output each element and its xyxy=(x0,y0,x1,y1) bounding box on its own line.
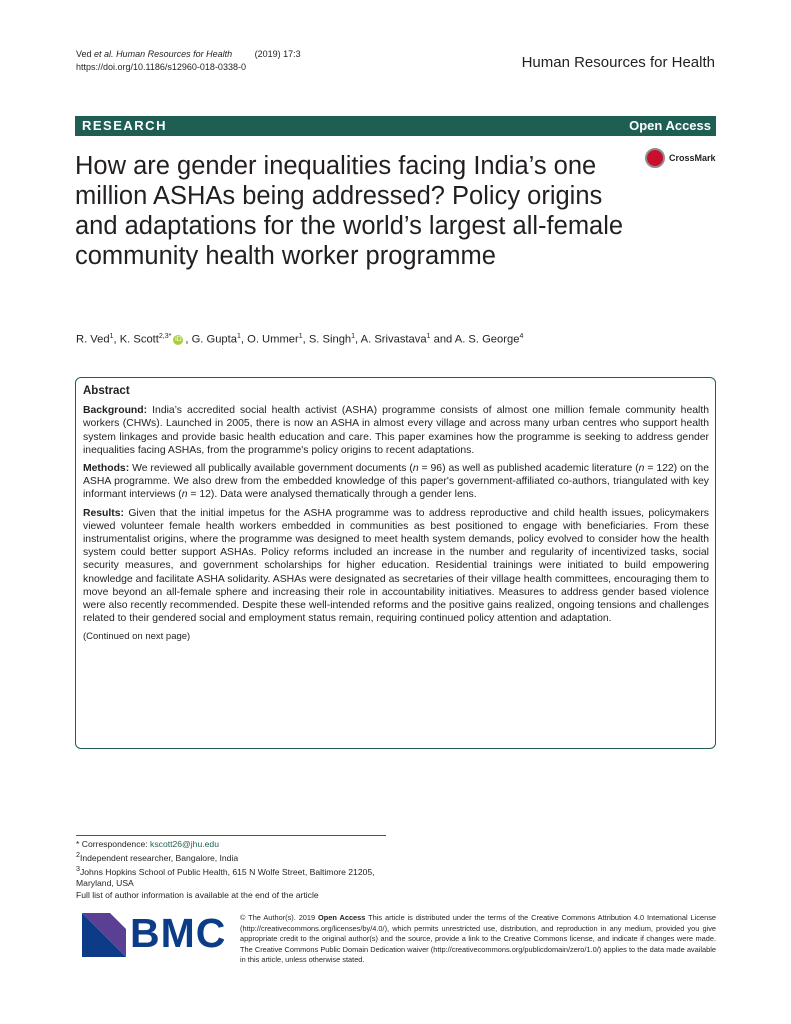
running-header xyxy=(76,48,301,74)
footnotes xyxy=(76,839,375,901)
author-name: G. Gupta xyxy=(191,333,237,346)
author-affiliation: 1 xyxy=(298,333,303,340)
journal-name: Human Resources for Health xyxy=(521,54,715,71)
affiliation-3: $^3$Johns Hopkins School of Public Health, 615 N Wolfe Street, Baltimore 21205, xyxy=(76,865,375,878)
bmc-logo-icon xyxy=(82,913,126,957)
abstract-heading: Abstract xyxy=(83,385,130,397)
license-statement: © The Author(s). 2019 Open Access This article is distributed under the terms of the Creative Commons Attribution 4.0 International License (http://creativecommons.org/licenses/by/4.0/), which permits unrestricted use, distribution, and reproduction in any medium, provided you give appropriate credit to the original author(s) and the source, provide a link to the Creative Commons license, and indicate if changes were made. The Creative Commons Public Domain Dedication waiver (http://creativecommons.org/publicdomain/zero/1.0/) applies to the data made available in this article, unless otherwise stated. xyxy=(240,913,716,965)
affiliation-2: $^2$Independent researcher, Bangalore, India xyxy=(76,851,239,864)
abstract xyxy=(83,385,709,644)
author-separator: , xyxy=(240,333,248,346)
bmc-logo-text: BMC xyxy=(130,910,227,956)
author-affiliation: 2,3* xyxy=(158,333,172,340)
author-separator: , xyxy=(302,333,309,346)
author-separator: , xyxy=(185,333,192,346)
author-separator: , xyxy=(355,333,361,346)
author-affiliation: 1 xyxy=(109,333,114,340)
author-name: S. Singh xyxy=(308,333,352,346)
bmc-logo xyxy=(82,910,227,957)
author-name: O. Ummer xyxy=(247,333,299,346)
author-name: R. Ved xyxy=(76,333,110,346)
citation-line: Ved et al. Human Resources for Health (2019) 17:3 xyxy=(76,49,301,59)
crossmark-badge[interactable] xyxy=(641,146,716,172)
author-name: A. Srivastava xyxy=(360,333,427,346)
crossmark-label: CrossMark xyxy=(669,153,716,163)
doi-link[interactable]: https://doi.org/10.1186/s12960-018-0338-0 xyxy=(76,62,246,72)
crossmark-icon xyxy=(645,148,665,168)
author-affiliation: 1 xyxy=(237,333,241,340)
author-name: K. Scott xyxy=(119,333,159,346)
correspondence-email-link[interactable]: kscott26@jhu.edu xyxy=(150,839,219,849)
author-name: A. S. George xyxy=(454,333,520,346)
open-access-label: Open Access xyxy=(629,118,711,133)
author-affiliation: 1 xyxy=(351,333,356,340)
author-separator: , xyxy=(113,333,120,346)
correspondence: * Correspondence: kscott26@jhu.edu xyxy=(76,839,219,849)
abstract-background: Background: India’s accredited social health activist (ASHA) programme consists of almost one million female community health workers (CHWs). Launched in 2005, there is now an ASHA in almost every village and across many urban centres who support health system linkages and provide basic health education and care. This paper examines how the programme is seeking to address gender inequalities facing ASHAs, from the programme's policy origins to recent adaptations. xyxy=(83,405,709,456)
author-list xyxy=(76,333,523,346)
article-title: How are gender inequalities facing India’s one million ASHAs being addressed? Policy origins and adaptations for the world’s largest all-female community health worker programme xyxy=(75,152,624,270)
section-label: RESEARCH xyxy=(82,118,167,133)
footnote-divider xyxy=(76,835,386,836)
section-band xyxy=(75,116,716,136)
abstract-methods: Methods: We reviewed all publically available government documents (n = 96) as well as published academic literature (n = 122) on the ASHA programme. We also drew from the embedded knowledge of this paper's government-affiliated co-authors, triangulated with key informant interviews (n = 12). Data were analysed thematically through a gender lens. xyxy=(83,463,709,501)
abstract-results: Results: Given that the initial impetus for the ASHA programme was to address reproductive and child health issues, policymakers viewed volunteer female health workers embedded in communities as best positioned to engage with beneficiaries. From these instrumentalist origins, where the programme was designed to meet health system demands, policy evolved to consider how the health system could better support ASHAs. Policy reforms included an increase in the number and regularity of incentivized tasks, social security measures, and government scholarships for higher education. Residential trainings were initiated to build empowering knowledge and facilitate ASHA solidarity. ASHAs were designated as secretaries of their village health committees, encouraging them to move beyond an all-female sphere and increasing their role in accountability initiatives. Measures to address gender based violence were also recently recommended. Despite these well-intended reforms and the positive gains realized, ongoing tensions and challenges related to their gendered social and employment status remain, requiring continued policy attention and adaptation. xyxy=(83,507,709,625)
continued-note: (Continued on next page) xyxy=(83,631,191,643)
orcid-icon[interactable]: iD xyxy=(175,335,182,343)
author-separator: and xyxy=(430,333,455,346)
affiliation-3-cont: Maryland, USA xyxy=(76,878,134,889)
author-affiliation: 4 xyxy=(519,333,524,340)
author-affiliation: 1 xyxy=(426,333,431,340)
author-info-note: Full list of author information is available at the end of the article xyxy=(76,889,319,900)
